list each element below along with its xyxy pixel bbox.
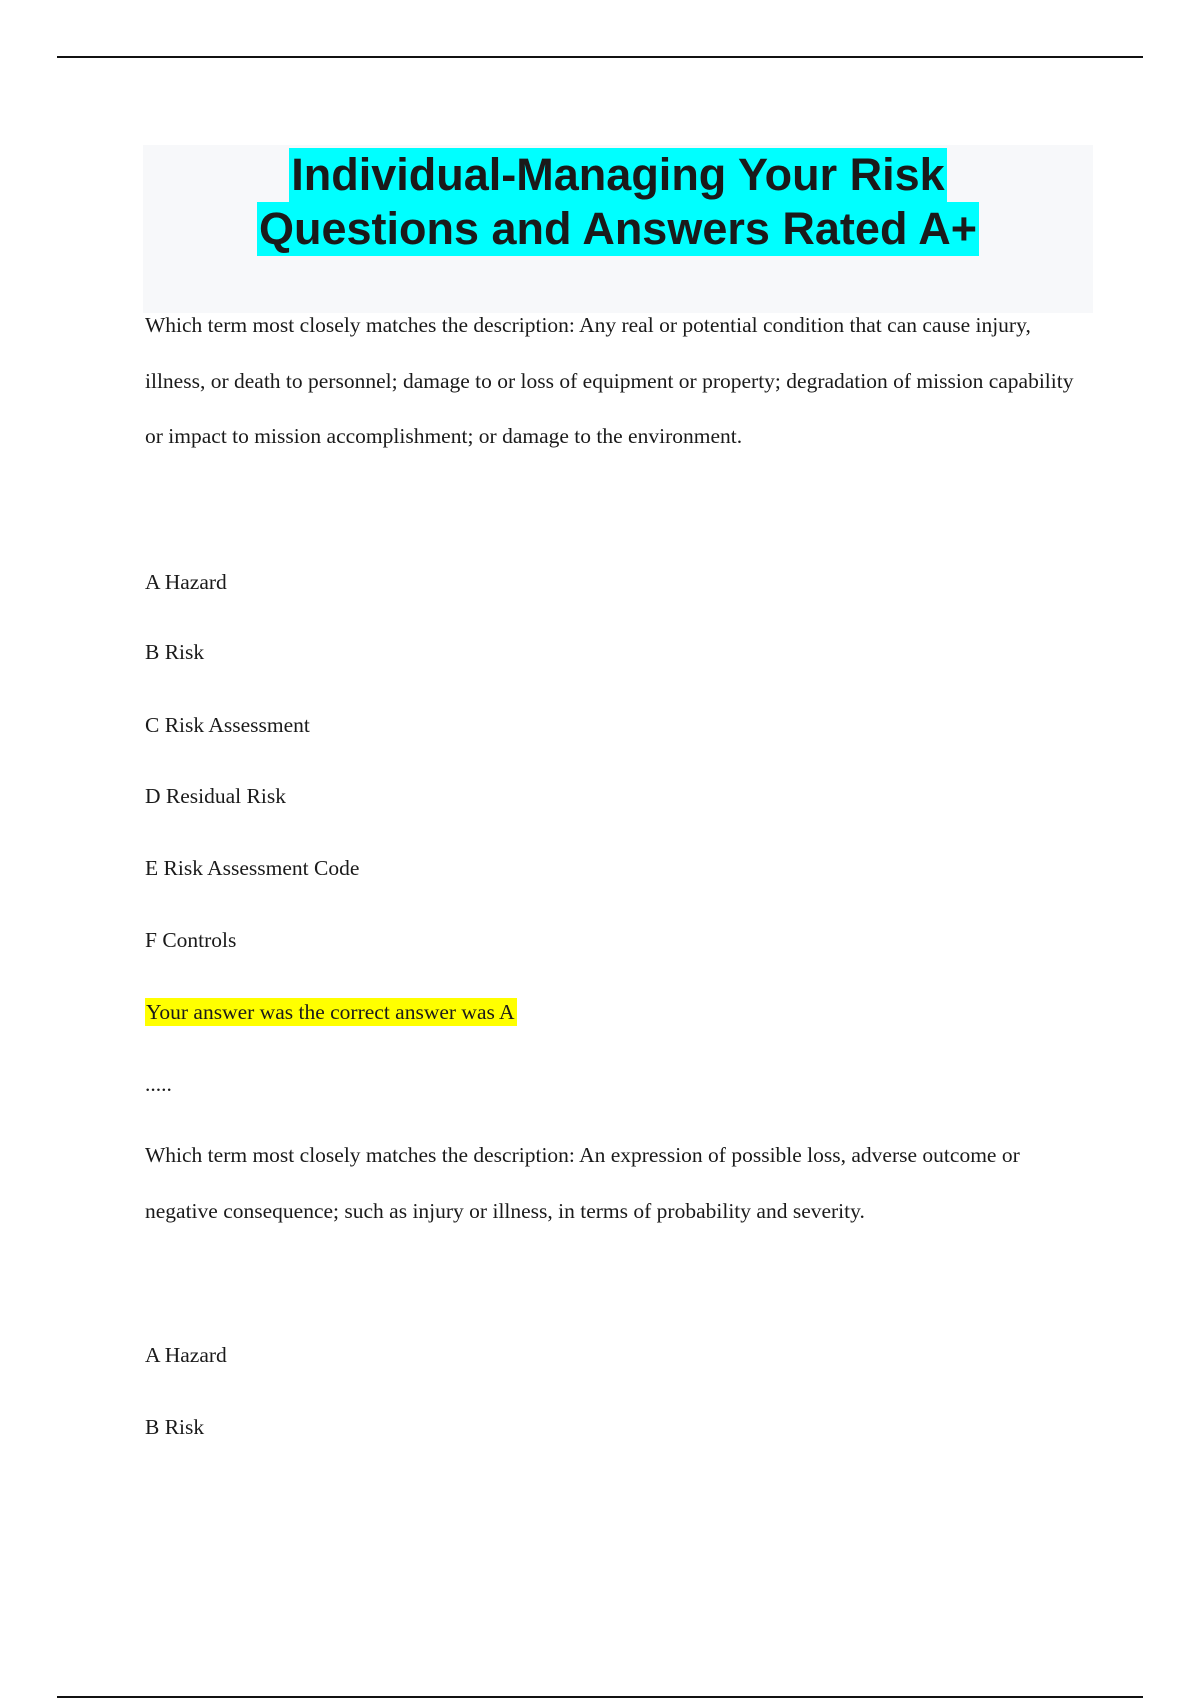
question-1-text: Which term most closely matches the description: Any real or potential condition that can cause injury, illness, or death to personnel; damage to or loss of equipment or property; degradation of mission capability or impact to mission accomplishment; or damage to the environment. [145, 313, 1074, 448]
document-title-line-2: Questions and Answers Rated A+ [258, 203, 978, 254]
document-title-line-1: Individual-Managing Your Risk [291, 149, 945, 200]
question-1-option-d: D Residual Risk [145, 784, 286, 808]
title-block [143, 145, 1093, 313]
question-1-option-a: A Hazard [145, 570, 227, 594]
question-separator: ..... [145, 1072, 172, 1096]
question-1-option-e: E Risk Assessment Code [145, 856, 360, 880]
question-1-answer: Your answer was the correct answer was A [146, 1000, 515, 1024]
question-2-option-b: B Risk [145, 1415, 205, 1439]
bottom-divider [57, 1696, 1143, 1698]
question-1-option-c: C Risk Assessment [145, 713, 310, 737]
question-2-text: Which term most closely matches the description: An expression of possible loss, adverse outcome or negative consequence; such as injury or illness, in terms of probability and severity. [145, 1143, 1020, 1223]
question-1 [145, 298, 1085, 465]
question-1-option-b: B Risk [145, 640, 205, 664]
question-2-option-a: A Hazard [145, 1343, 227, 1367]
question-2 [145, 1128, 1085, 1239]
question-1-option-f: F Controls [145, 928, 237, 952]
top-divider [57, 56, 1143, 58]
